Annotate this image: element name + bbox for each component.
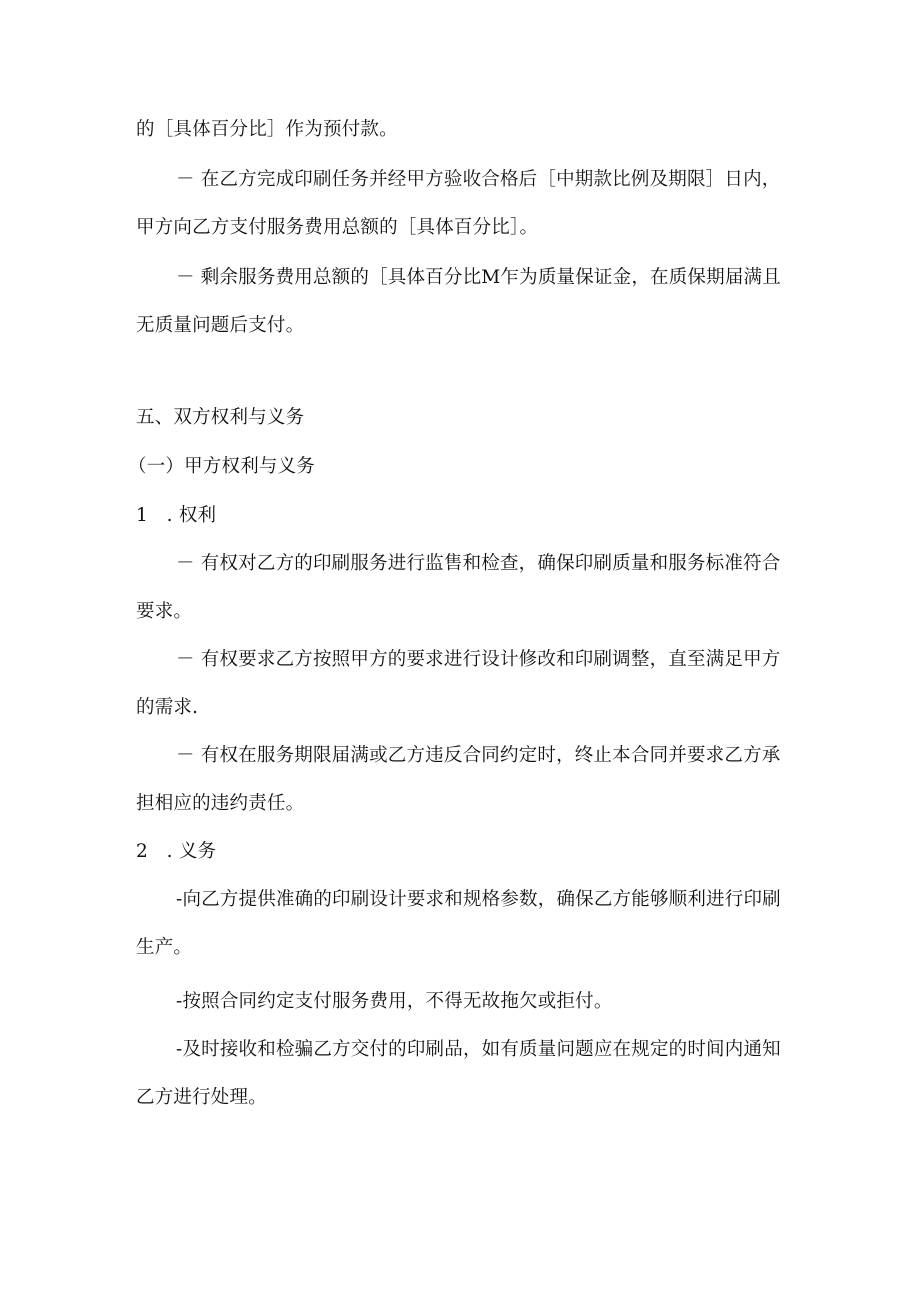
- text-line: 担相应的违约责任。: [136, 793, 305, 814]
- text-line: 的［具体百分比］作为预付款。: [136, 119, 398, 140]
- text-line: － 有权对乙方的印刷服务进行监售和检查，确保印刷质量和服务标准符合: [176, 553, 781, 574]
- item-heading: 1 . 权利: [136, 505, 217, 526]
- text-line: － 有权要求乙方按照甲方的要求进行设计修改和印刷调整，直至满足甲方: [176, 649, 781, 670]
- text-line: 无质量问题后支付。: [136, 315, 305, 336]
- text-line: 的需求.: [136, 697, 199, 718]
- section-heading: 五、双方权利与义务: [136, 407, 305, 428]
- text-line: -及时接收和检骗乙方交付的印刷品，如有质量问题应在规定的时间内通知: [176, 1039, 781, 1060]
- text-line: 甲方向乙方支付服务费用总额的［具体百分比］。: [136, 217, 539, 238]
- subsection-heading: （一）甲方权利与义务: [128, 456, 316, 477]
- text-line: － 有权在服务期限届满或乙方违反合同约定时，终止本合同并要求乙方承: [176, 745, 781, 766]
- text-line: － 在乙方完成印刷任务并经甲方验收合格后［中期款比例及期限］日内，: [176, 169, 781, 190]
- text-line: -按照合同约定支付服务费用，不得无故拖欠或拒付。: [176, 991, 613, 1012]
- text-line: 生产。: [136, 937, 193, 958]
- text-line: 要求。: [136, 601, 193, 622]
- item-heading: 2 . 义务: [136, 841, 217, 862]
- text-line: － 剩余服务费用总额的［具体百分比M乍为质量保证金，在质保期届满且: [176, 267, 781, 288]
- text-line: 乙方进行处理。: [136, 1087, 267, 1108]
- text-line: -向乙方提供准确的印刷设计要求和规格参数，确保乙方能够顺利进行印刷: [176, 889, 781, 910]
